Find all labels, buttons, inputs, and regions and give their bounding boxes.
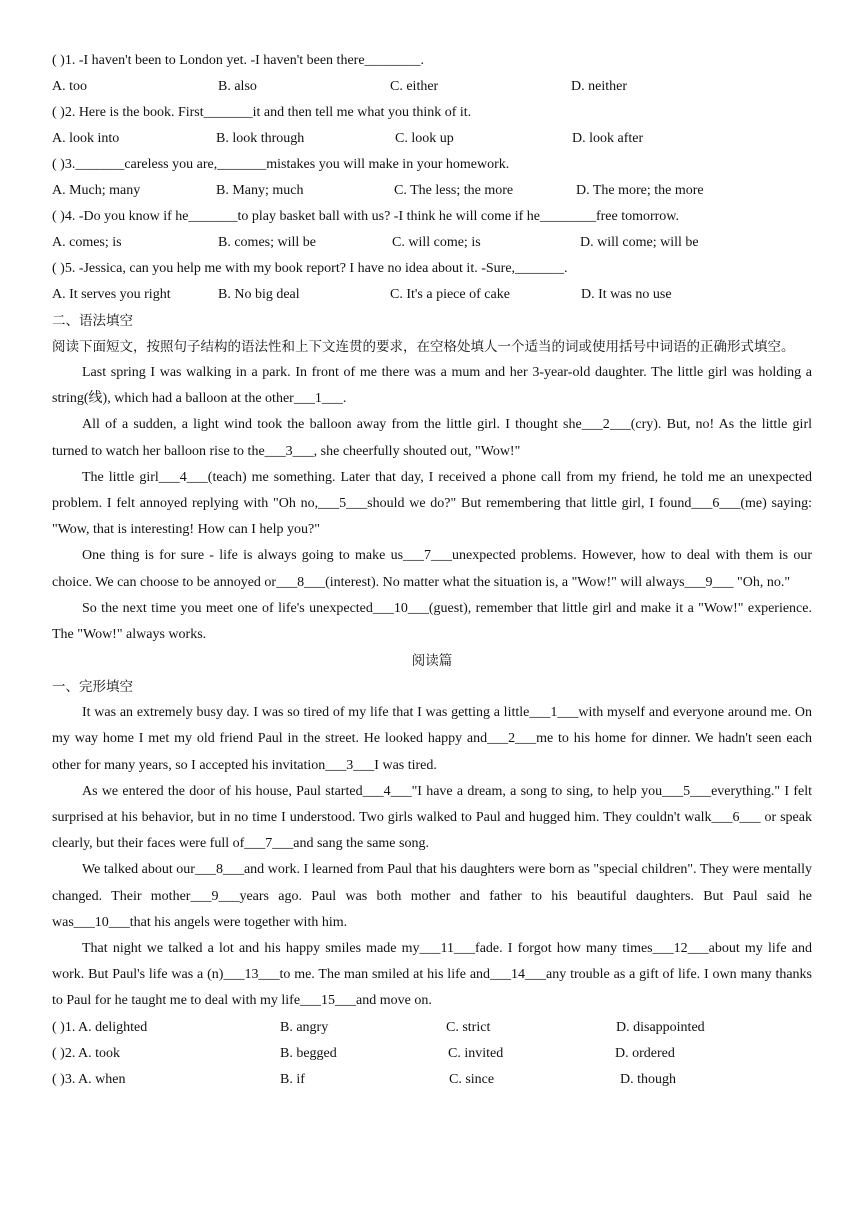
question-stem: ( )2. A. took (52, 1045, 121, 1061)
option-d: D. disappointed (616, 1019, 705, 1035)
question-stem: ( )3. A. when (52, 1071, 126, 1087)
passage-paragraph: Last spring I was walking in a park. In front of me there was a mum and her 3-year-old daughter. The little girl was holding a string(线), which had a balloon at the other___1___. (52, 365, 812, 407)
option-c: C. look up (395, 131, 454, 146)
option-b: B. also (218, 79, 257, 94)
question-stem: ( )1. -I haven't been to London yet. -I haven't been there________. (52, 53, 425, 68)
option-a: A. It serves you right (52, 287, 171, 302)
option-d: D. neither (571, 79, 627, 94)
option-row (52, 178, 812, 204)
option-b: B. begged (280, 1045, 337, 1061)
option-c: C. since (449, 1071, 495, 1087)
option-d: D. The more; the more (576, 183, 704, 198)
option-c: C. It's a piece of cake (390, 287, 510, 302)
option-a: A. comes; is (52, 235, 122, 250)
cloze-question-row (52, 1067, 812, 1093)
cloze-question-row (52, 1041, 812, 1067)
option-b: B. angry (280, 1019, 329, 1035)
option-row (52, 74, 812, 100)
option-b: B. if (280, 1071, 305, 1087)
passage-paragraph: We talked about our___8___and work. I learned from Paul that his daughters were born as "special children". They were mentally changed. Their mother___9___years ago. Paul was both mother and father to his beautiful daughters. But Paul said he was___10___that his angels were together with him. (52, 862, 812, 930)
instruction-text: 阅读下面短文，按照句子结构的语法性和上下文连贯的要求，在空格处填人一个适当的词或使用括号中词语的正确形式填空。 (52, 339, 795, 355)
reading-section (52, 648, 812, 1092)
option-c: C. invited (448, 1045, 504, 1061)
passage-paragraph: So the next time you meet one of life's unexpected___10___(guest), remember that little girl and make it a "Wow!" experience. The "Wow!" always works. (52, 600, 812, 643)
passage-paragraph: That night we talked a lot and his happy smiles made my___11___fade. I forgot how many times___12___about my life and work. But Paul's life was a (n)___13___to me. The man smiled at his life and___14___any trouble as a gift of life. I own many thanks to Paul for he taught me to deal with my life___15___and move on. (52, 941, 812, 1009)
option-d: D. though (620, 1071, 676, 1087)
section-heading: 二、语法填空 (52, 313, 133, 329)
option-a: A. look into (52, 131, 120, 146)
grammar-section (52, 308, 812, 648)
question-stem: ( )3._______careless you are,_______mistakes you will make in your homework. (52, 157, 510, 172)
option-d: D. ordered (615, 1045, 675, 1061)
question-stem: ( )1. A. delighted (52, 1019, 148, 1035)
option-b: B. No big deal (218, 287, 300, 302)
passage-paragraph: It was an extremely busy day. I was so tired of my life that I was getting a little___1___with myself and everyone around me. On my way home I met my old friend Paul in the street. He looked happy and___2___me to his home for dinner. We hadn't seen each other for many years, so I accepted his invitation___3___I was tired. (52, 705, 812, 773)
section-heading: 一、完形填空 (52, 679, 133, 696)
passage-paragraph: As we entered the door of his house, Paul started___4___"I have a dream, a song to sing, to help you___5___everything." I felt surprised at his behavior, but in no time I understood. Two girls walked to Paul and hugged him. They couldn't walk___6___ or speak clearly, but their faces were full of___7___and sang the same song. (52, 783, 812, 852)
option-d: D. will come; will be (580, 235, 699, 250)
option-a: A. Much; many (52, 183, 141, 198)
option-a: A. too (52, 79, 87, 94)
option-c: C. will come; is (392, 235, 481, 250)
option-c: C. strict (446, 1019, 491, 1035)
question-stem: ( )2. Here is the book. First_______it and then tell me what you think of it. (52, 105, 472, 120)
option-d: D. look after (572, 131, 644, 146)
section-title: 阅读篇 (411, 653, 453, 670)
option-b: B. look through (216, 131, 305, 146)
option-row (52, 126, 812, 152)
question-stem: ( )4. -Do you know if he_______to play basket ball with us? -I think he will come if he________free tomorrow. (52, 209, 680, 224)
option-c: C. The less; the more (394, 183, 514, 198)
mcq-section (52, 48, 812, 308)
option-row (52, 230, 812, 256)
worksheet-page (52, 48, 812, 1093)
passage-paragraph: All of a sudden, a light wind took the balloon away from the little girl. I thought she___2___(cry). But, no! As the little girl turned to watch her balloon rise to the___3___, she cheerfully shouted out, "Wow!" (52, 417, 812, 459)
passage-paragraph: The little girl___4___(teach) me something. Later that day, I received a phone call from my friend, he told me an unexpected problem. I felt annoyed replying with "Oh no,___5___should we do?" But remembering that little girl, I found___6___(me) saying: "Wow, that is interesting! How can I help you?" (52, 469, 812, 538)
option-b: B. Many; much (216, 183, 304, 198)
option-b: B. comes; will be (218, 235, 316, 250)
option-c: C. either (390, 79, 439, 94)
passage-paragraph: One thing is for sure - life is always going to make us___7___unexpected problems. However, how to deal with them is our choice. We can choose to be annoyed or___8___(interest). No matter what the situation is, a "Wow!" will always___9___ "Oh, no." (52, 548, 812, 590)
cloze-question-row (52, 1015, 812, 1041)
option-d: D. It was no use (581, 287, 672, 302)
question-stem: ( )5. -Jessica, can you help me with my book report? I have no idea about it. -Sure,_______. (52, 261, 568, 276)
option-row (52, 282, 812, 308)
